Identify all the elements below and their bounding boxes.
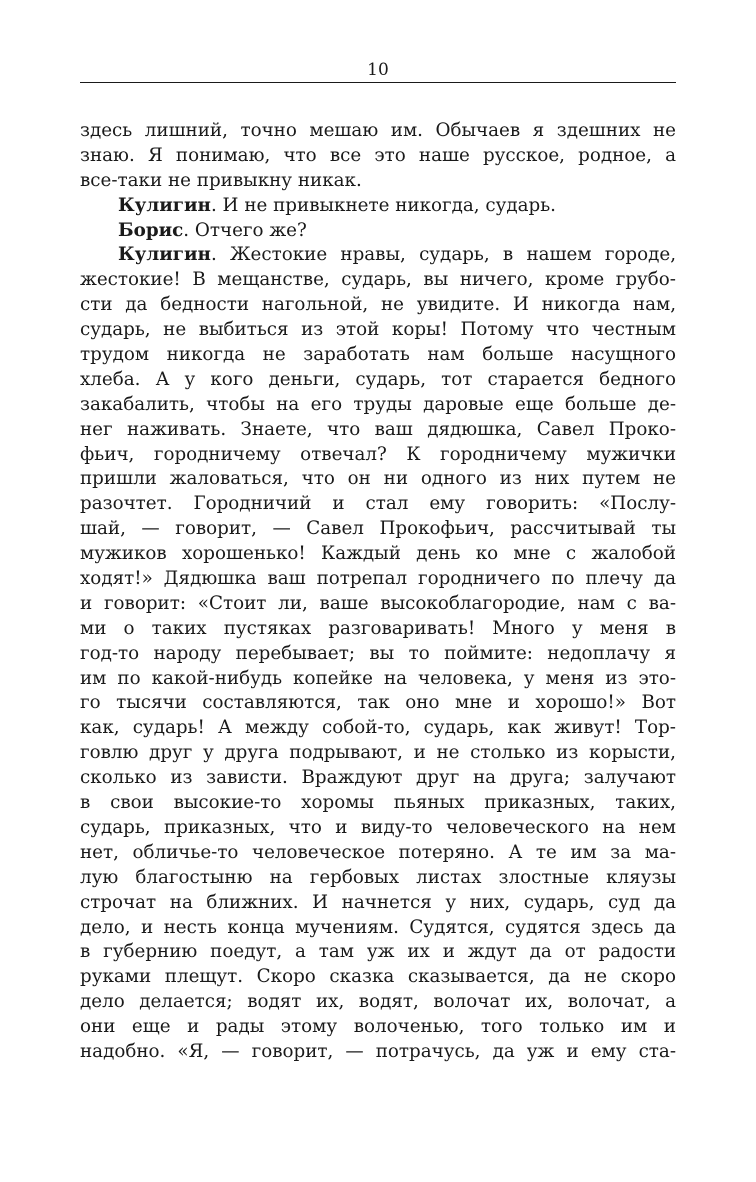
text-line [80, 841, 676, 866]
line-text: дело делается; водят их, водят, волочат их, волочат, а [80, 991, 676, 1013]
line-text: трудом никогда не заработать нам больше насущного [80, 344, 676, 366]
text-line [80, 965, 676, 990]
line-text: здесь лишний, точно мешаю им. Обычаев я здешних не [80, 120, 676, 141]
text-line [80, 492, 676, 517]
line-text: го тысячи составляются, так оно мне и хорошо!» Вот [80, 692, 676, 714]
line-text: год-то народу перебывает; вы то поймите: недоплачу я [80, 642, 676, 664]
line-text: они еще и рады этому волоченью, того только им и [80, 1016, 676, 1038]
line-text: в губернию поедут, а там уж их и ждут да от радости [80, 941, 676, 963]
line-text: им по какой-нибудь копейке на человека, у меня из это- [80, 667, 676, 689]
text-line [80, 418, 676, 443]
line-text: разочтет. Городничий и стал ему говорить: «Послу- [80, 493, 676, 515]
speaker-name: Борис [118, 219, 184, 241]
line-text: жестокие! В мещанстве, сударь, вы ничего, кроме грубо- [80, 269, 676, 291]
line-text: нег наживать. Знаете, что ваш дядюшка, Савел Проко- [80, 418, 676, 440]
line-text: как, сударь! А между собой-то, сударь, как живут! Тор- [80, 717, 676, 739]
line-text: . Жестокие нравы, сударь, в нашем городе, [210, 244, 676, 266]
line-text: закабалить, чтобы на его труды даровые еще больше де- [80, 393, 676, 415]
line-text: ми о таких пустяках разговаривать! Много у меня в [80, 617, 676, 639]
line-text: фьич, городничему отвечал? К городничему мужички [80, 443, 676, 465]
text-line [80, 144, 676, 169]
text-line [80, 1015, 676, 1040]
text-line [80, 318, 676, 343]
line-text: пришли жаловаться, что он ни одного из них путем не [80, 468, 676, 490]
text-line [80, 467, 676, 492]
text-line [80, 791, 676, 816]
line-text: сударь, не выбиться из этой коры! Потому что честным [80, 319, 676, 341]
header-rule [80, 82, 676, 83]
text-line [80, 642, 676, 667]
text-line [80, 766, 676, 791]
text-line [80, 891, 676, 916]
text-line [80, 617, 676, 642]
text-line [80, 1040, 676, 1065]
line-text: сударь, приказных, что и виду-то человеческого на нем [80, 816, 676, 838]
text-line [80, 243, 676, 268]
text-line [80, 691, 676, 716]
text-line [80, 866, 676, 891]
line-text: шай, — говорит, — Савел Прокофьич, рассчитывай ты [80, 518, 676, 540]
line-text: руками плещут. Скоро сказка сказывается, да не скоро [80, 966, 676, 988]
text-line [80, 219, 676, 244]
speaker-name: Кулигин [118, 244, 211, 266]
line-text: мужиков хорошенько! Каждый день ко мне с жалобой [80, 543, 676, 565]
text-line [80, 741, 676, 766]
line-text: строчат на ближних. И начнется у них, сударь, суд да [80, 891, 676, 913]
line-text: в свои высокие-то хоромы пьяных приказных, таких, [80, 792, 676, 814]
text-line [80, 343, 676, 368]
text-line [80, 990, 676, 1015]
line-text: знаю. Я понимаю, что все это наше русское, родное, а [80, 144, 676, 166]
text-line [80, 592, 676, 617]
text-line [80, 268, 676, 293]
line-text: лую благостыню на гербовых листах злостные кляузы [80, 866, 676, 888]
text-line [80, 393, 676, 418]
line-text: и говорит: «Стоит ли, ваше высокоблагородие, нам с ва- [80, 592, 676, 614]
text-line [80, 194, 676, 219]
text-line [80, 119, 676, 144]
line-text: хлеба. А у кого деньги, сударь, тот старается бедного [80, 368, 676, 390]
speaker-name: Кулигин [118, 194, 211, 216]
line-text: говлю друг у друга подрывают, и не столько из корысти, [80, 742, 676, 764]
line-text: . Отчего же? [183, 219, 307, 241]
body-text [80, 119, 676, 1065]
text-line [80, 368, 676, 393]
line-text: . И не привыкнете никогда, сударь. [210, 194, 556, 216]
text-line [80, 916, 676, 941]
page-number: 10 [367, 60, 389, 80]
text-line [80, 667, 676, 692]
line-text: сколько из зависти. Враждуют друг на друга; залучают [80, 767, 676, 789]
text-line [80, 169, 676, 194]
text-line [80, 567, 676, 592]
line-text: все-таки не привыкну никак. [80, 169, 362, 191]
line-text: ходят!» Дядюшка ваш потрепал городничего по плечу да [80, 568, 676, 590]
text-line [80, 716, 676, 741]
text-line [80, 542, 676, 567]
text-line [80, 293, 676, 318]
line-text: надобно. «Я, — говорит, — потрачусь, да уж и ему ста- [80, 1040, 676, 1062]
line-text: нет, обличье-то человеческое потеряно. А те им за ма- [80, 841, 676, 863]
text-line [80, 517, 676, 542]
text-line [80, 816, 676, 841]
line-text: дело, и несть конца мучениям. Судятся, судятся здесь да [80, 916, 676, 938]
text-line [80, 443, 676, 468]
line-text: сти да бедности нагольной, не увидите. И никогда нам, [80, 294, 676, 316]
text-line [80, 940, 676, 965]
